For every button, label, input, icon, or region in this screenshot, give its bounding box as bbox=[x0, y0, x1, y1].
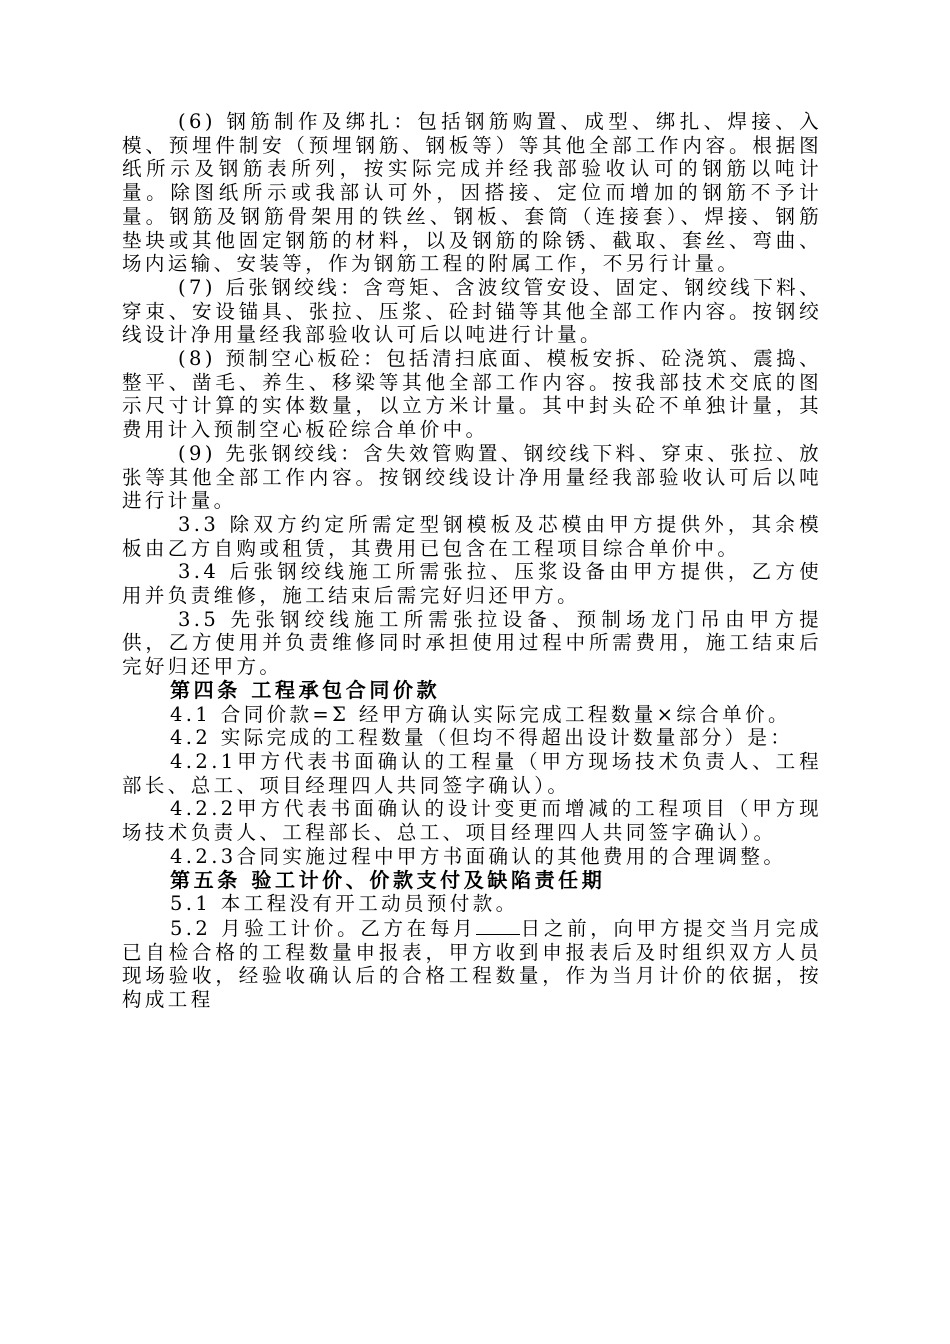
clause-3-3-formwork: 3.3 除双方约定所需定型钢模板及芯模由甲方提供外，其余模板由乙方自购或租赁，其费用已包含在工程项目综合单价中。 bbox=[122, 512, 822, 560]
clause-4-1: 4.1 合同价款=Σ 经甲方确认实际完成工程数量×综合单价。 bbox=[170, 702, 791, 726]
document-page bbox=[122, 110, 822, 1012]
clause-8-hollow-slab-concrete: (8) 预制空心板砼：包括清扫底面、模板安拆、砼浇筑、震捣、整平、凿毛、养生、移梁等其他全部工作内容。按我部技术交底的图示尺寸计算的实体数量，以立方米计量。其中封头砼不单独计量，其费用计入预制空心板砼综合单价中。 bbox=[122, 347, 822, 442]
clause-3-4-equipment: 3.4 后张钢绞线施工所需张拉、压浆设备由甲方提供，乙方使用并负责维修，施工结束后需完好归还甲方。 bbox=[122, 560, 822, 608]
clause-9-pre-tension-strand: (9) 先张钢绞线：含失效管购置、钢绞线下料、穿束、张拉、放张等其他全部工作内容。按钢绞线设计净用量经我部验收认可后以吨进行计量。 bbox=[122, 441, 822, 513]
clause-4-2-3: 4.2.3合同实施过程中甲方书面确认的其他费用的合理调整。 bbox=[170, 844, 787, 868]
clause-3-5-equipment: 3.5 先张钢绞线施工所需张拉设备、预制场龙门吊由甲方提供，乙方使用并负责维修同时承担使用过程中所需费用，施工结束后完好归还甲方。 bbox=[122, 607, 822, 679]
fill-in-blank bbox=[476, 916, 520, 935]
clause-4-2: 4.2 实际完成的工程数量（但均不得超出设计数量部分）是： bbox=[170, 726, 794, 750]
clause-4-2-1: 4.2.1甲方代表书面确认的工程量（甲方现场技术负责人、工程部长、总工、项目经理四人共同签字确认）。 bbox=[122, 749, 822, 797]
article-4-heading: 第四条 工程承包合同价款 bbox=[170, 677, 441, 702]
clause-5-2 bbox=[122, 916, 822, 1012]
article-5-heading: 第五条 验工计价、价款支付及缺陷责任期 bbox=[170, 867, 606, 892]
clause-4-2-2: 4.2.2甲方代表书面确认的设计变更而增减的工程项目（甲方现场技术负责人、工程部长、总工、项目经理四人共同签字确认）。 bbox=[122, 797, 822, 845]
clause-5-2-part-a: 5.2 月验工计价。乙方在每月 bbox=[170, 916, 477, 940]
clause-6-rebar: (6) 钢筋制作及绑扎：包括钢筋购置、成型、绑扎、焊接、入模、预埋件制安（预埋钢筋、钢板等）等其他全部工作内容。根据图纸所示及钢筋表所列，按实际完成并经我部验收认可的钢筋以吨计量。除图纸所示或我部认可外，因搭接、定位而增加的钢筋不予计量。钢筋及钢筋骨架用的铁丝、钢板、套筒（连接套）、焊接、钢筋垫块或其他固定钢筋的材料，以及钢筋的除锈、截取、套丝、弯曲、场内运输、安装等，作为钢筋工程的附属工作，不另行计量。 bbox=[122, 110, 822, 276]
clause-5-1: 5.1 本工程没有开工动员预付款。 bbox=[170, 892, 519, 916]
clause-5-2-part-b: 日之前，向甲方提交当月完成已自检合格的工程数量申报表，甲方收到申报表后及时组织双方人员现场验收，经验收确认后的合格工程数量，作为当月计价的依据，按构成工程 bbox=[122, 916, 823, 1012]
clause-7-post-tension-strand: (7) 后张钢绞线：含弯矩、含波纹管安设、固定、钢绞线下料、穿束、安设锚具、张拉、压浆、砼封锚等其他全部工作内容。按钢绞线设计净用量经我部验收认可后以吨进行计量。 bbox=[122, 275, 822, 347]
